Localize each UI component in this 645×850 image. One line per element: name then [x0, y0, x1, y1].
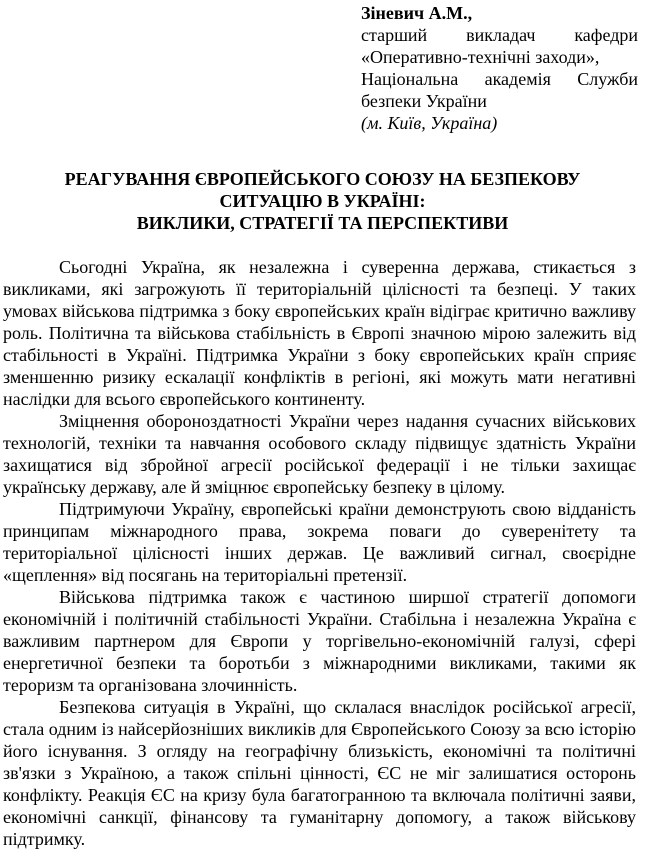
paragraph-4: Військова підтримка також є частиною ширшої стратегії допомоги економічній і політичній стабільності України. Стабільна і незалежна Україна є важливим партнером для Європи у торгівельно-економічній галузі, сфері енергетичної безпеки та боротьби з міжнародними викликами, такими як тероризм та організована злочинність.: [3, 587, 636, 695]
paragraph-5: Безпекова ситуація в Україні, що склалася внаслідок російської агресії, стала одним із найсерйозніших викликів для Європейського Союзу за всю історію його існування. З огляду на географічну близькість, економічні та політичні зв'язки з Україною, а також спільні цінності, ЄС не міг залишатися осторонь конфлікту. Реакція ЄС на кризу була багатогранною та включала політичні заяви, економічні санкції, фінансову та гуманітарну допомогу, а також військову підтримку.: [3, 697, 636, 849]
paragraph-1: Сьогодні Україна, як незалежна і суверенна держава, стикається з викликами, які загрожують її територіальній цілісності та безпеці. У таких умовах військова підтримка з боку європейських країн відіграє критично важливу роль. Політична та військова стабільність в Європі значною мірою залежить від стабільності в Україні. Підтримка України з боку європейських країн сприяє зменшенню ризику ескалації конфліктів в регіоні, які можуть мати негативні наслідки для всього європейського континенту.: [3, 257, 636, 409]
author-institution-cont: безпеки України: [361, 91, 487, 111]
author-department: «Оперативно-технічні заходи»,: [361, 47, 600, 67]
article-title: [0, 168, 645, 234]
author-info: [361, 2, 638, 134]
title-line-1: РЕАГУВАННЯ ЄВРОПЕЙСЬКОГО СОЮЗУ НА БЕЗПЕКОВУ: [64, 169, 581, 189]
paragraph-3: Підтримуючи Україну, європейські країни демонструють свою відданість принципам міжнародного права, зокрема поваги до суверенітету та територіальної цілісності інших держав. Це важливий сигнал, своєрідне «щеплення» від посягань на територіальні претензії.: [3, 499, 636, 585]
title-line-3: ВИКЛИКИ, СТРАТЕГІЇ ТА ПЕРСПЕКТИВИ: [136, 213, 509, 233]
author-name: Зіневич А.М.,: [361, 3, 473, 23]
author-institution: Національна академія Служби: [361, 69, 638, 89]
paragraph-2: Зміцнення обороноздатності України через надання сучасних військових технологій, техніки та навчання особового складу підвищує здатність України захищатися від збройної агресії російської федерації і не тільки захищає українську державу, але й зміцнює європейську безпеку в цілому.: [3, 411, 636, 497]
article-body: [3, 256, 636, 850]
title-line-2: СИТУАЦІЮ В УКРАЇНІ:: [219, 191, 426, 211]
author-position: старший викладач кафедри: [361, 25, 638, 45]
author-location: (м. Київ, Україна): [361, 113, 498, 133]
